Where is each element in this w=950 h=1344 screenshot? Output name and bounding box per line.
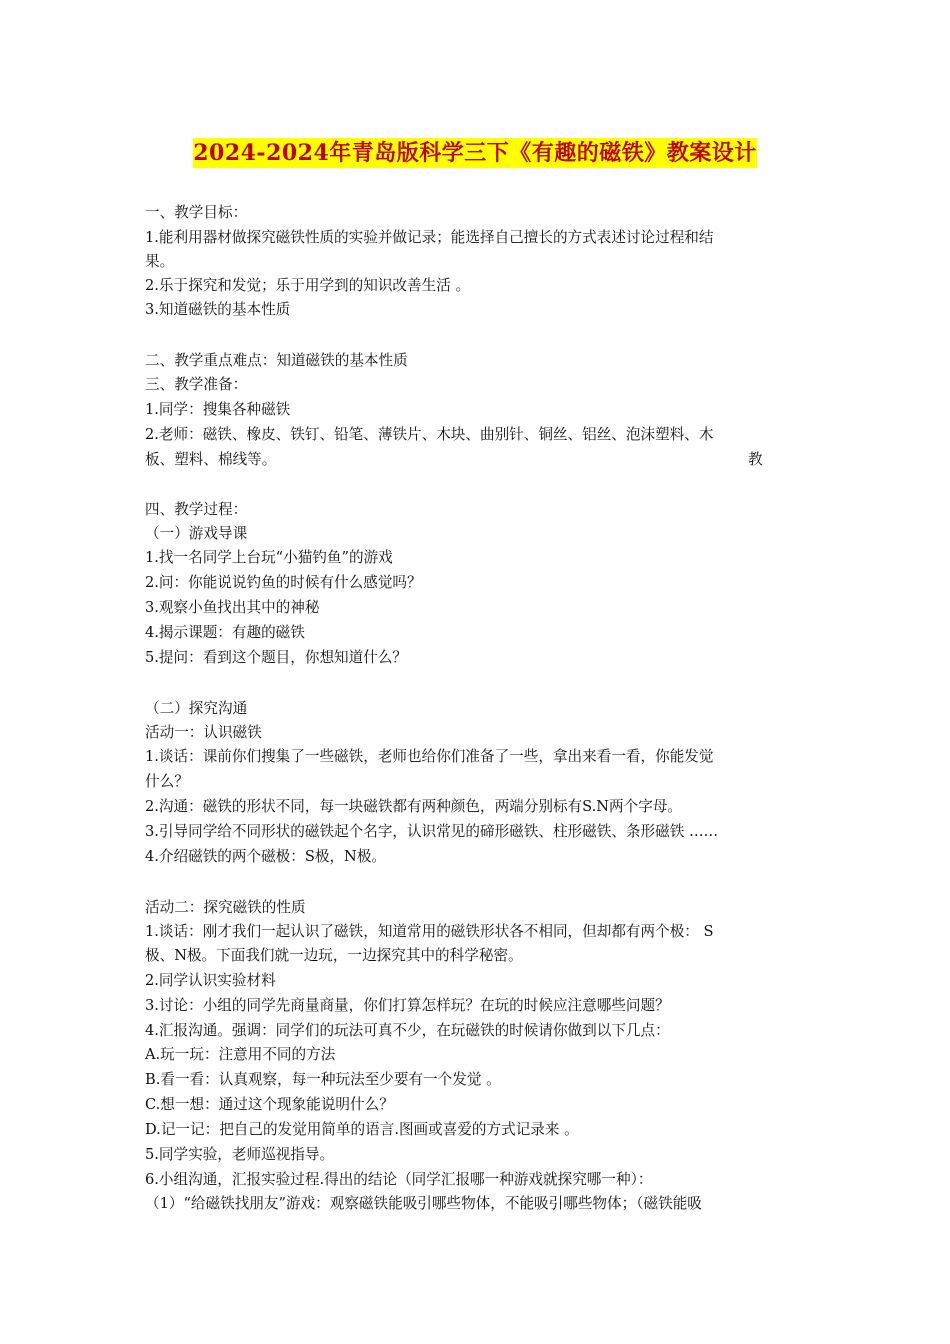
text-line: 三、教学准备： <box>145 376 248 393</box>
text-line: 5.提问：看到这个题目，你想知道什么？ <box>145 649 408 666</box>
text-line: 1.能利用器材做探究磁铁性质的实验并做记录；能选择自己擅长的方式表述讨论过程和结 <box>145 229 714 246</box>
text-line: （1）“给磁铁找朋友”游戏：观察磁铁能吸引哪些物体，不能吸引哪些物体；（磁铁能吸 <box>145 1195 702 1212</box>
text-line: 3.知道磁铁的基本性质 <box>145 301 291 318</box>
document-title-row <box>0 136 950 167</box>
text-line: 3.引导同学给不同形状的磁铁起个名字，认识常见的碲形磁铁、柱形磁铁、条形磁铁 …… <box>145 823 719 840</box>
text-line: （二）探究沟通 <box>145 700 248 717</box>
text-line: （一）游戏导课 <box>145 525 248 542</box>
text-line: 2.同学认识实验材料 <box>145 972 276 989</box>
text-line: 1.谈话：课前你们搜集了一些磁铁，老师也给你们准备了一些，拿出来看一看，你能发觉 <box>145 748 714 765</box>
text-line: 6.小组沟通，汇报实验过程.得出的结论（同学汇报哪一种游戏就探究哪一种）： <box>145 1171 653 1188</box>
text-line: 2.问：你能说说钓鱼的时候有什么感觉吗？ <box>145 574 422 591</box>
text-line: B.看一看：认真观察，每一种玩法至少要有一个发觉 。 <box>145 1071 501 1088</box>
text-line: 二、教学重点难点：知道磁铁的基本性质 <box>145 352 408 369</box>
text-line: 4.汇报沟通。强调：同学们的玩法可真不少，在玩磁铁的时候请你做到以下几点： <box>145 1022 670 1039</box>
document-title: 2024-2024年青岛版科学三下《有趣的磁铁》教案设计 <box>193 140 757 166</box>
text-line: C.想一想：通过这个现象能说明什么？ <box>145 1096 394 1113</box>
text-line: 极、N极。下面我们就一边玩，一边探究其中的科学秘密。 <box>145 947 523 964</box>
text-line: A.玩一玩：注意用不同的方法 <box>145 1046 336 1063</box>
text-line: 3.讨论：小组的同学先商量商量，你们打算怎样玩？在玩的时候应注意哪些问题？ <box>145 997 670 1014</box>
text-line: 2.沟通：磁铁的形状不同，每一块磁铁都有两种颜色，两端分别标有S.N两个字母。 <box>145 798 683 815</box>
text-line: 一、教学目标： <box>145 204 248 221</box>
text-line: 活动二：探究磁铁的性质 <box>145 899 306 916</box>
text-line: 板、塑料、棉线等。 <box>145 451 277 468</box>
text-line: 1.谈话：刚才我们一起认识了磁铁，知道常用的磁铁形状各不相同，但却都有两个极： S <box>145 923 714 940</box>
text-line: 1.找一名同学上台玩“小猫钓鱼”的游戏 <box>145 549 393 566</box>
text-line: 5.同学实验，老师巡视指导。 <box>145 1146 335 1163</box>
text-line: 1.同学：搜集各种磁铁 <box>145 401 291 418</box>
text-line: D.记一记：把自己的发觉用简单的语言.图画或喜爱的方式记录来 。 <box>145 1121 579 1138</box>
text-line: 2.乐于探究和发觉；乐于用学到的知识改善生活 。 <box>145 277 471 294</box>
text-line: 4.介绍磁铁的两个磁极：S极，N极。 <box>145 848 387 865</box>
text-line: 4.揭示课题：有趣的磁铁 <box>145 624 305 641</box>
text-line: 活动一：认识磁铁 <box>145 724 262 741</box>
stray-character: 教 <box>748 451 763 468</box>
text-line: 什么？ <box>145 773 189 790</box>
text-line: 3.观察小鱼找出其中的神秘 <box>145 599 320 616</box>
text-line: 果。 <box>145 253 175 270</box>
text-line: 四、教学过程： <box>145 501 248 518</box>
text-line: 2.老师：磁铁、橡皮、铁钉、铅笔、薄铁片、木块、曲别针、铜丝、铝丝、泡沫塑料、木 <box>145 426 714 443</box>
